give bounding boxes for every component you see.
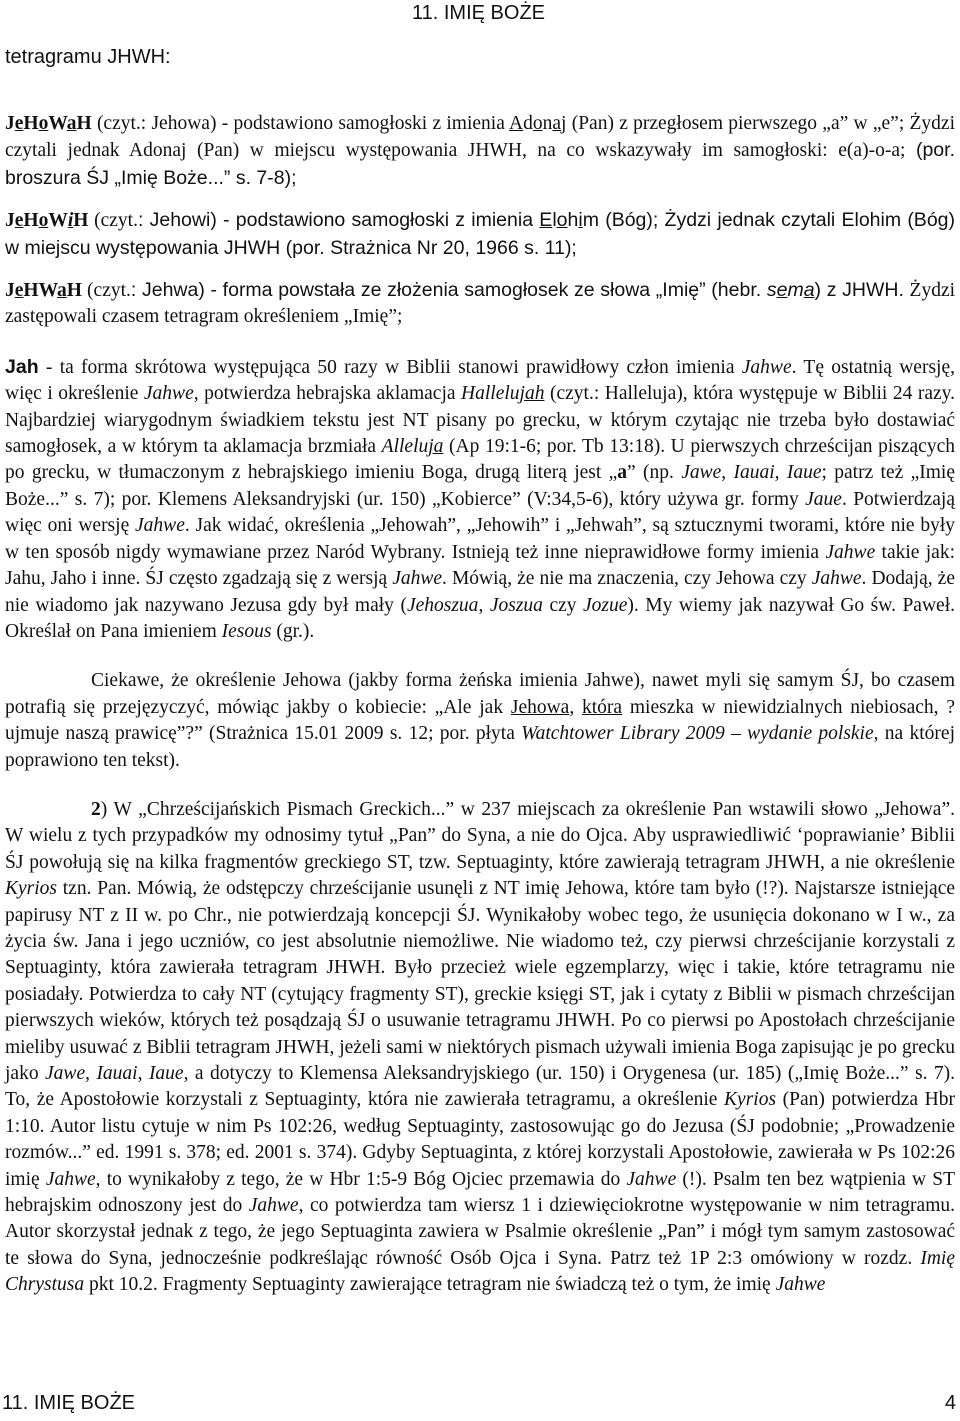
text-run: (czyt.	[88, 210, 138, 232]
text-run: m	[582, 209, 599, 232]
text-run: j	[561, 113, 567, 134]
text-run: (Bóg); Żydzi jednak czytali Elohim (Bóg) w miejscu występowania JHWH (por. Strażnica Nr 20, 1966 s. 11);	[5, 209, 956, 259]
text-run: Jahwe	[248, 1195, 299, 1217]
text-run: o	[532, 113, 543, 134]
text-run: Iauai	[96, 1063, 138, 1084]
text-run: (czyt.: Halleluja), która występuje w Biblii 24 razy. Najbardziej wiarygodnym świadkiem tekstu jest NT pisany po grecku, w którym czytając nie trzeba było dostawiać samogłosek, a w którym ta aklamacja brzmiała	[5, 383, 955, 458]
text-run: Iaue	[786, 462, 822, 484]
text-run: jah	[519, 383, 545, 405]
text-run: s	[766, 279, 777, 302]
text-run: Jahwe	[811, 568, 862, 590]
text-run: ,	[137, 1063, 149, 1084]
text-run: H	[76, 113, 92, 134]
text-run: ) W „Chrześcijańskich Pismach Greckich...” w 237 miejscach za określenie Pan wstawili słowo „Jehowa”. W wielu z tych przypadków my odnosimy tytuł „Pan” do Syna, a nie do Ojca. Aby usprawiedliwić ‘poprawianie’ Biblii ŚJ powołują się na kilka fragmentów greckiego ST, tzw. Septuaginty, które zawierają tetragram JHWH, a nie określenie	[5, 798, 955, 873]
text-run: e	[14, 210, 24, 232]
text-run: czy	[542, 594, 584, 616]
text-run: (czyt.	[81, 280, 131, 302]
text-run: l	[552, 209, 557, 232]
text-run: a	[552, 113, 562, 134]
text-run: Iauai	[733, 462, 775, 484]
text-run: Iaue	[148, 1063, 184, 1084]
text-run: H	[66, 280, 82, 302]
running-header-title: 11. IMIĘ BOŻE	[412, 2, 545, 24]
text-run: m	[787, 279, 804, 302]
text-run: ,	[478, 594, 490, 616]
text-run: . Jak widać, określenia „Jehowah”, „Jehowih” i „Jehwah”, są sztucznymi tworami, które nie były w ten sposób nigdy wymawiane przez Naród Wybrany. Istnieją też inne nieprawidłowe formy imienia	[5, 515, 955, 563]
text-run: ) z JHWH.	[814, 279, 910, 302]
text-run: E	[539, 209, 553, 232]
page-number: 4	[944, 1392, 956, 1414]
text-run: ,	[774, 462, 787, 484]
text-run: Allelu	[381, 436, 429, 458]
text-run: (Pan) potwierdza Hbr 1:10. Autor listu cytuje w nim Ps 102:26, według Septuaginty, zastosowując go do Jezusa (ŚJ podobnie; „Prowadzenie rozmów...” ed. 1991 s. 378; ed. 2001 s. 374). Gdyby Septuaginta, z której korzystali Apostołowie, zawierała w Ps 102:26 imię	[5, 1089, 955, 1190]
text-run: Hallelu	[461, 383, 520, 405]
document-body	[5, 96, 955, 1299]
text-run: , potwierdza hebrajska aklamacja	[193, 383, 462, 405]
paragraph-jah	[5, 354, 955, 645]
text-run: Jehoszua	[406, 594, 479, 616]
text-run: Jahwe	[775, 1274, 826, 1296]
text-run: Jah	[5, 355, 39, 378]
text-run: i	[67, 210, 74, 232]
text-run: (Ap 19:1-6; por. Tb 13:18). U pierwszych chrześcijan piszących po grecku, w tłumaczonym z hebrajskiego imieniu Boga, drugą literą jest „	[5, 436, 955, 484]
text-run: . Dodają, że nie wiadomo jak nazywano Jezusa gdy był mały (	[5, 568, 955, 616]
text-run: d	[523, 113, 533, 134]
text-run: W	[48, 113, 67, 134]
text-run: Jahwe	[143, 383, 194, 405]
paragraph-jehowih	[5, 207, 955, 262]
text-run: H	[73, 210, 89, 232]
text-run: e	[776, 279, 788, 302]
text-run: Iesous	[221, 620, 272, 642]
text-run: i	[578, 209, 583, 232]
footer-chapter-label: 11. IMIĘ BOŻE	[2, 1392, 135, 1414]
text-run: Jaue	[805, 488, 842, 510]
text-run: A	[509, 113, 524, 134]
text-run: Jahwe	[135, 515, 185, 537]
text-run: (czyt.: Jehowa) - podstawiono samogłoski z imienia	[91, 113, 510, 134]
text-run: ). My wiemy jak nazywał Go św. Paweł. Określał on Pana imieniem	[5, 594, 955, 642]
text-run: ,	[721, 462, 734, 484]
text-run: tzn. Pan. Mówią, że odstępczy chrześcijanie usunęli z NT imię Jehowa, które tam było (!?). Najstarsze istniejące papirusy NT z II w. po Chr., nie potwierdzają koncepcji ŚJ. Wynikałoby wobec tego, że usunięcia dokonano w I w., za życia św. Jana i jego uczniów, co jest absolutnie niemożliwe. Nie wiadomo też, czy pierwsi chrześcijanie korzystali z Septuaginty, która zawierała tetragram JHWH. Było przecież wiele egzemplarzy, więc i takie, które tetragramu nie posiadały. Potwierdza to cały NT (cytujący fragmenty ST), greckie księgi ST, jak i cytaty z Biblii w pismach chrześcijan pierwszych wieków, których też posądzają ŚJ o usuwanie tetragramu JHWH. Po co pierwsi po Apostołach chrześcijanie mieliby usuwać z Biblii tetragram JHWH, jeżeli sami w niektórych pismach używali imienia Boga zapisując je po grecku jako	[5, 878, 955, 1084]
text-run: ” (np.	[627, 462, 682, 484]
text-run: Watchtower Library 2009 – wydanie polskie	[521, 723, 874, 745]
text-run: Joszua	[489, 594, 543, 616]
text-run: a	[66, 113, 77, 134]
text-run: . Tę ostatnią wersję, więc i określenie	[5, 356, 955, 405]
text-run: która	[582, 696, 623, 718]
text-run: Jozue	[583, 594, 628, 616]
paragraph-jehowah	[5, 111, 955, 192]
paragraph-jehowa-female	[5, 668, 955, 774]
text-run: o	[38, 113, 49, 134]
text-run: Jahwe	[392, 568, 443, 590]
text-run: H	[23, 113, 39, 134]
text-run: o	[556, 209, 568, 232]
text-run: a	[803, 279, 815, 302]
text-run: Jawe	[45, 1063, 86, 1084]
text-run: (gr.).	[271, 620, 315, 642]
text-run: W	[48, 210, 68, 232]
text-run: (!). Psalm ten bez wątpienia w ST hebrajskim odnoszony jest do	[5, 1168, 955, 1217]
text-run: . Potwierdzają więc oni wersję	[5, 488, 955, 537]
text-run: Jahwe	[626, 1168, 677, 1190]
text-run: pkt 10.2. Fragmenty Septuaginty zawierające tetragram nie świadczą też o tym, że imię	[84, 1274, 776, 1296]
text-run: J	[5, 210, 15, 232]
text-run: J	[5, 113, 15, 134]
text-run: ; patrz też „Imię Boże...” s. 7); por. Klemens Aleksandryjski (ur. 150) „Kobierce” (V:34,5-6), który używa gr. formy	[5, 462, 955, 510]
text-run: Jawe	[681, 462, 722, 484]
text-run: ,	[569, 696, 582, 718]
text-run: , na której poprawiono ten tekst).	[5, 723, 955, 771]
text-run: Żydzi zastępowali czasem tetragram określeniem „Imię”;	[5, 280, 956, 328]
text-run: 2	[91, 798, 101, 820]
text-run: takie jak: Jahu, Jaho i inne. ŚJ często zgadzają się z wersją	[5, 541, 955, 590]
text-run: : Jehwa) - forma powstała ze złożenia samogłosek ze słowa „Imię” (hebr.	[130, 279, 767, 302]
text-run: ja	[428, 436, 444, 458]
text-run: . Mówią, że nie ma znaczenia, czy Jehowa czy	[442, 568, 812, 590]
text-run: , co potwierdza tam wiersz 1 i dziewięciokrotne występowanie w nim tetragramu. Autor skorzystał jednak z tego, że jego Septuaginta zawiera w Psalmie określenie „Pan” i mógł tym samym zastosować te słowa do Syna, jednocześnie podkreślając równość Osób Ojca i Syna. Patrz też 1P 2:3 omówiony w rozdz.	[5, 1195, 956, 1269]
paragraph-greek-scriptures	[5, 797, 955, 1299]
paragraph-jehwah	[5, 277, 955, 331]
text-run: o	[38, 210, 49, 232]
text-run: Ciekawe, że określenie Jehowa (jakby forma żeńska imienia Jahwe), nawet myli się samym ŚJ, bo czasem potrafią się przejęzyczyć, mówiąc jakby o kobiecie: „Ale jak	[5, 670, 955, 718]
text-run: Kyrios	[724, 1089, 777, 1111]
text-run: Imię Chrystusa	[5, 1247, 955, 1296]
text-run: e	[14, 280, 24, 302]
text-run: H	[23, 210, 39, 232]
text-run: Jahwe	[741, 356, 792, 378]
text-run: e	[14, 113, 24, 134]
text-run: - ta forma skrótowa występująca 50 razy w Biblii stanowi prawidłowy człon imienia	[38, 356, 742, 378]
text-run: n	[542, 113, 553, 134]
text-run: Jehowa	[510, 696, 570, 718]
text-run: Kyrios	[5, 878, 58, 900]
text-run: : Jehowi) - podstawiono samogłoski z imienia	[137, 209, 540, 232]
text-run: (Pan) z przegłosem pierwszego „a” w „e”; Żydzi czytali jednak Adonaj (Pan) w miejscu występowania JHWH, na co wskazywały im samogłoski: e(a)-o-a;	[5, 113, 955, 162]
text-run: , a dotyczy to Klemensa Aleksandryjskiego (ur. 150) i Orygenesa (ur. 185) („Imię Boże...” s. 7). To, że Apostołowie korzystali z Septuaginty, która nie zawierała tetragramu, a określenie	[5, 1063, 956, 1111]
text-run: HW	[23, 280, 57, 302]
text-run: Jahwe	[825, 541, 876, 563]
text-run: Jahwe	[45, 1168, 96, 1190]
text-run: a	[617, 462, 628, 484]
text-run: J	[5, 280, 15, 302]
text-run: a	[57, 280, 67, 302]
text-run: (por. broszura ŚJ „Imię Boże...” s. 7-8);	[5, 139, 955, 189]
text-run: ,	[85, 1063, 97, 1084]
text-run: , to wynikałoby z tego, że w Hbr 1:5-9 Bóg Ojciec przemawia do	[95, 1168, 627, 1190]
text-run: h	[567, 209, 579, 232]
continuation-text: tetragramu JHWH:	[5, 46, 171, 68]
text-run: mieszka w niewidzialnych niebiosach, ?ujmuje naszą prawicę”?” (Strażnica 15.01 2009 s. 12; por. płyta	[5, 696, 955, 745]
